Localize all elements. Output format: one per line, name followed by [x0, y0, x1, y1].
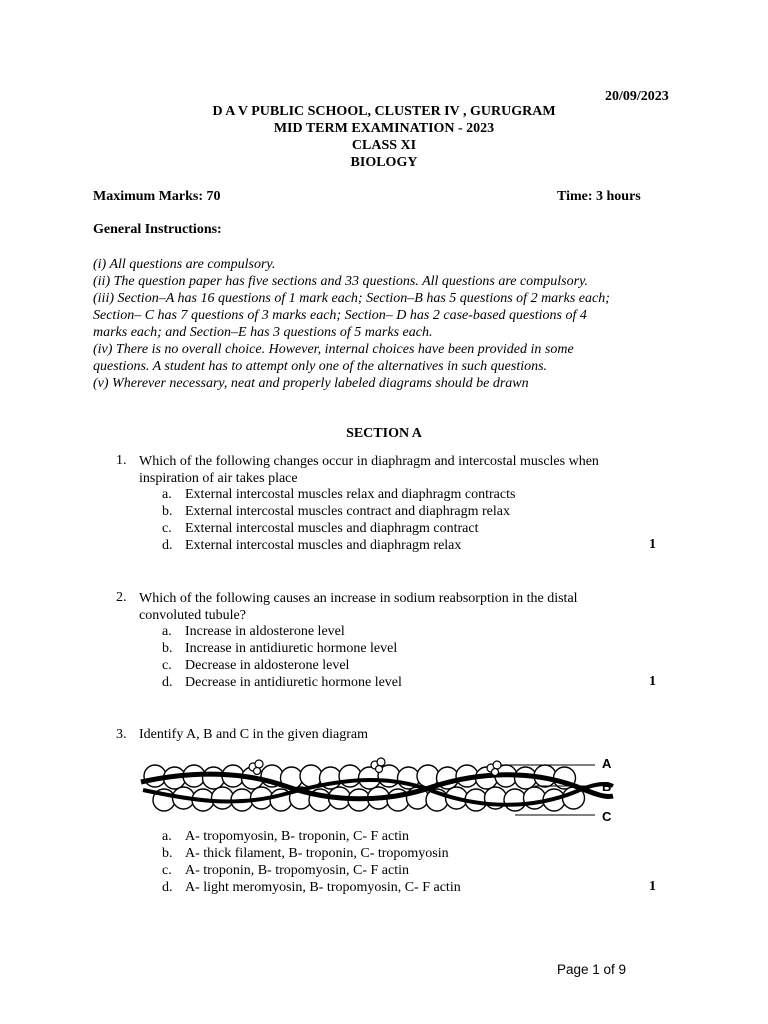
option-letter: b.: [162, 504, 173, 519]
instruction-line: questions. A student has to attempt only one of the alternatives in such questions.: [93, 359, 548, 374]
option-letters: [162, 486, 173, 554]
question-text-line: Which of the following changes occur in diaphragm and intercostal muscles when: [139, 454, 599, 469]
option-text: External intercostal muscles and diaphragm relax: [185, 538, 462, 553]
option-text: Decrease in antidiuretic hormone level: [185, 675, 402, 690]
diagram-label-a: A: [602, 756, 612, 771]
diagram-label-b: B: [602, 779, 612, 794]
option-letters: [162, 828, 173, 896]
option-letters: [162, 623, 173, 691]
question-text: [139, 453, 599, 487]
option-letter: c.: [162, 658, 172, 673]
instructions-block: [93, 256, 610, 392]
question-text: [139, 590, 578, 624]
question-number: 3.: [116, 727, 127, 742]
option-text: A- troponin, B- tropomyosin, C- F actin: [185, 863, 409, 878]
subject-name: BIOLOGY: [350, 155, 418, 170]
question-marks: 1: [649, 674, 656, 689]
question-number: 2.: [116, 590, 127, 605]
option-text: A- light meromyosin, B- tropomyosin, C- F actin: [185, 880, 461, 895]
exam-title: MID TERM EXAMINATION - 2023: [273, 121, 495, 136]
exam-date: 20/09/2023: [605, 89, 669, 104]
question-text-line: convoluted tubule?: [139, 608, 246, 623]
diagram-label-c: C: [602, 809, 612, 824]
question-marks: 1: [649, 879, 656, 894]
option-texts: [185, 828, 461, 896]
actin-bead: [504, 789, 526, 811]
instruction-line: (iv) There is no overall choice. However, internal choices have been provided in some: [93, 342, 574, 357]
option-letter: c.: [162, 863, 172, 878]
option-letter: c.: [162, 521, 172, 536]
class-name: CLASS XI: [351, 138, 417, 153]
option-letter: d.: [162, 538, 173, 553]
max-marks: Maximum Marks: 70: [93, 189, 221, 204]
option-texts: [185, 486, 515, 554]
option-text: Increase in antidiuretic hormone level: [185, 641, 398, 656]
school-name: D A V PUBLIC SCHOOL, CLUSTER IV , GURUGRAM: [212, 104, 556, 119]
option-letter: b.: [162, 846, 173, 861]
option-texts: [185, 623, 402, 691]
instructions-heading: General Instructions:: [93, 222, 222, 237]
question-number: 1.: [116, 453, 127, 468]
option-letter: a.: [162, 487, 172, 502]
page-number: Page 1 of 9: [557, 962, 627, 977]
section-title: SECTION A: [346, 426, 422, 441]
option-letter: d.: [162, 880, 173, 895]
option-letter: b.: [162, 641, 173, 656]
option-text: Decrease in aldosterone level: [185, 658, 350, 673]
actin-bead: [300, 765, 322, 787]
option-letter: a.: [162, 624, 172, 639]
option-text: External intercostal muscles contract and diaphragm relax: [185, 504, 510, 519]
option-text: Increase in aldosterone level: [185, 624, 345, 639]
option-letter: a.: [162, 829, 172, 844]
question-text: Identify A, B and C in the given diagram: [139, 727, 369, 742]
option-text: A- thick filament, B- troponin, C- tropomyosin: [185, 846, 449, 861]
question-text-line: inspiration of air takes place: [139, 471, 298, 486]
option-letter: d.: [162, 675, 173, 690]
actin-bead: [203, 767, 225, 789]
actin-filament-diagram: [135, 752, 635, 830]
actin-bead: [212, 787, 234, 809]
exam-time: Time: 3 hours: [557, 189, 641, 204]
option-text: A- tropomyosin, B- troponin, C- F actin: [185, 829, 409, 844]
option-text: External intercostal muscles and diaphragm contract: [185, 521, 479, 536]
instruction-line: (ii) The question paper has five sections and 33 questions. All questions are compulsory.: [93, 274, 589, 289]
instruction-line: Section– C has 7 questions of 3 marks each; Section– D has 2 case-based questions of 4: [93, 308, 587, 323]
instruction-line: (i) All questions are compulsory.: [93, 257, 276, 272]
question-text-line: Which of the following causes an increase in sodium reabsorption in the distal: [139, 591, 578, 606]
instruction-line: (iii) Section–A has 16 questions of 1 mark each; Section–B has 5 questions of 2 marks each;: [93, 291, 610, 306]
option-text: External intercostal muscles relax and diaphragm contracts: [185, 487, 516, 502]
instruction-line: marks each; and Section–E has 3 questions of 5 marks each.: [93, 325, 433, 340]
question-marks: 1: [649, 537, 656, 552]
instruction-line: (v) Wherever necessary, neat and properly labeled diagrams should be drawn: [93, 376, 529, 391]
